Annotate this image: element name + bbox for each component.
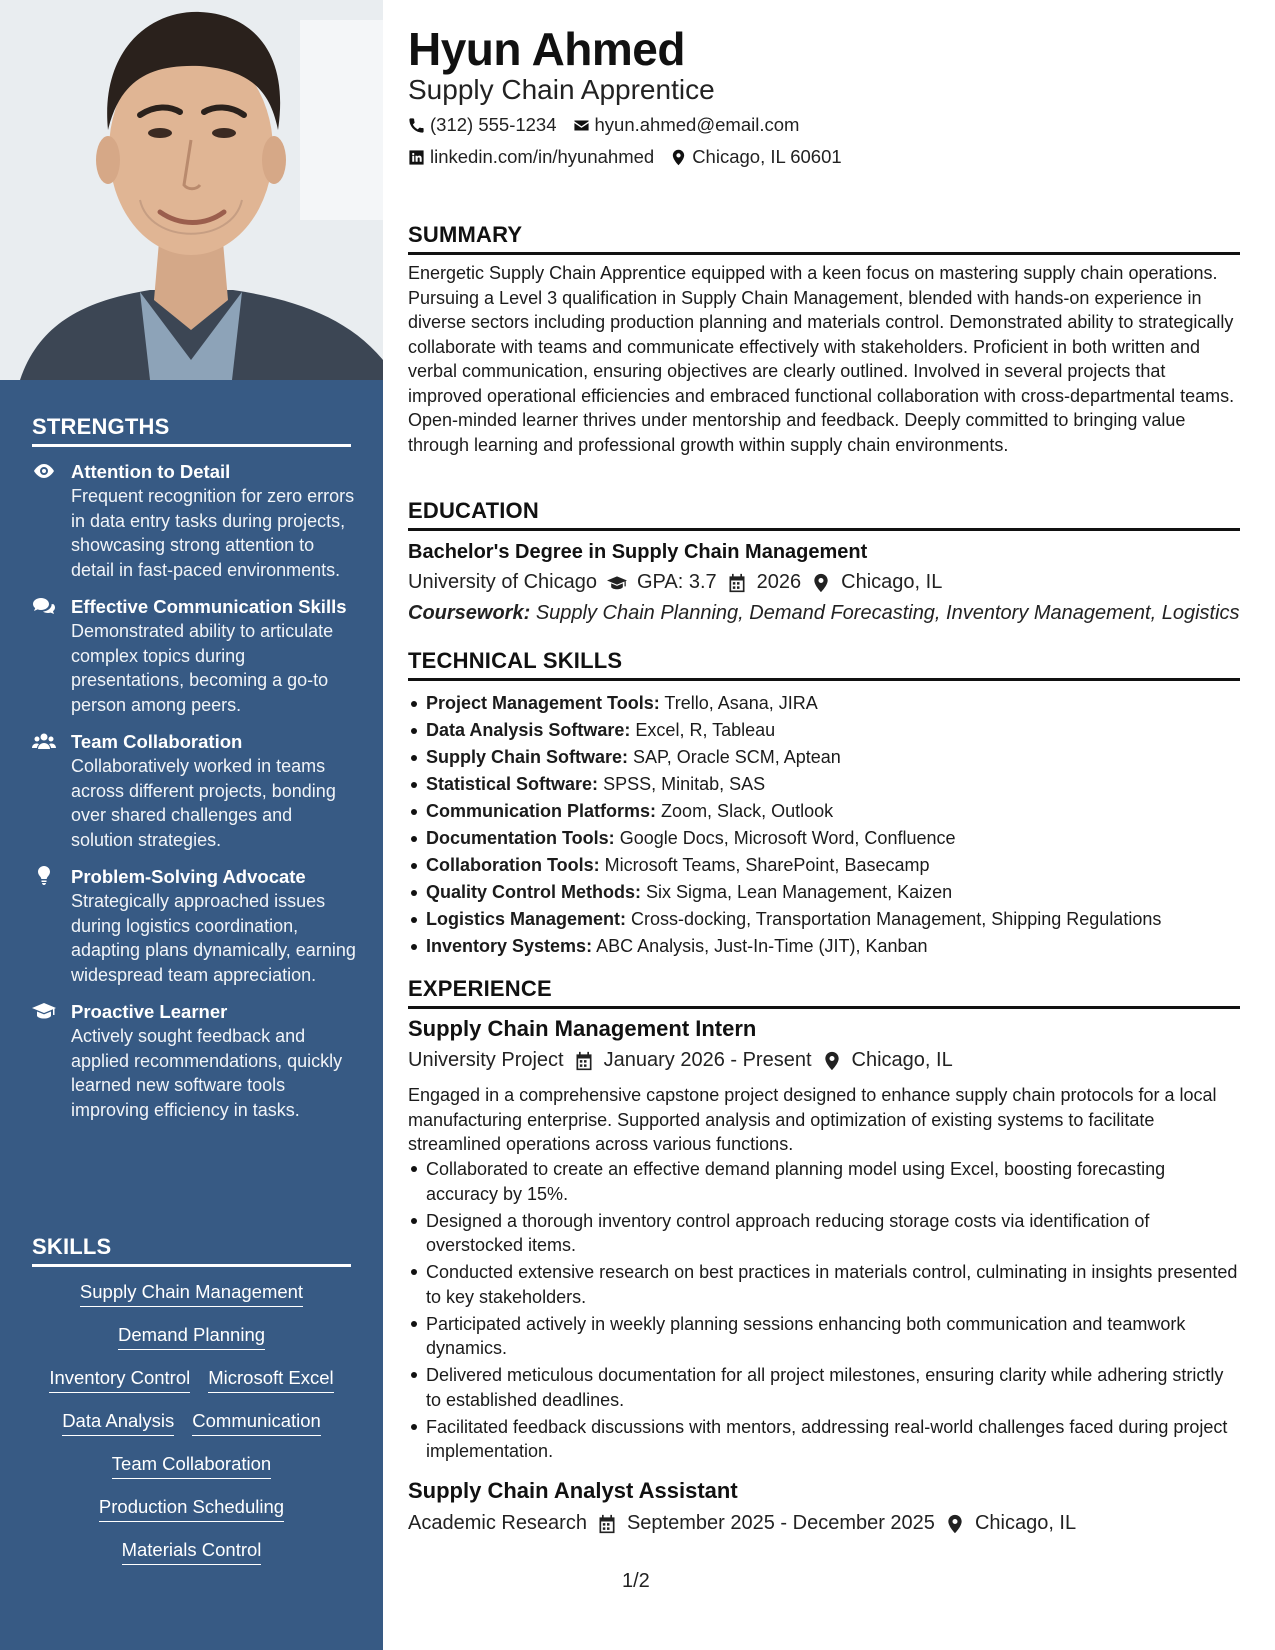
- skills-tag-list: [32, 1280, 351, 1565]
- strength-title: Attention to Detail: [71, 461, 231, 482]
- job-location: Chicago, IL: [851, 1049, 953, 1071]
- list-item: Collaborated to create an effective demand planning model using Excel, boosting forecasting accuracy by 15%.: [426, 1157, 1240, 1206]
- list-item: [426, 690, 1240, 717]
- skill-value: SPSS, Minitab, SAS: [603, 774, 766, 794]
- strength-desc: Actively sought feedback and applied recommendations, quickly learned new software tools improving efficiency in tasks.: [71, 1026, 343, 1120]
- graduation-cap-icon: [607, 573, 627, 593]
- sidebar: [0, 0, 383, 1650]
- strengths-heading: STRENGTHS: [32, 414, 351, 447]
- job-dates: September 2025 - December 2025: [626, 1512, 935, 1534]
- skill-label: Documentation Tools:: [426, 828, 615, 848]
- location-text: Chicago, IL 60601: [692, 146, 842, 167]
- list-item: Facilitated feedback discussions with mentors, addressing real-world challenges faced during project implementation.: [426, 1415, 1240, 1464]
- skill-label: Collaboration Tools:: [426, 855, 600, 875]
- skill-value: Trello, Asana, JIRA: [664, 693, 818, 713]
- education-heading: EDUCATION: [408, 498, 1240, 531]
- phone-icon: [408, 117, 425, 134]
- list-item: Conducted extensive research on best practices in materials control, culminating in insights presented to key stakeholders.: [426, 1260, 1240, 1309]
- skill-label: Supply Chain Software:: [426, 747, 629, 767]
- list-item: Participated actively in weekly planning sessions enhancing both communication and teamwork dynamics.: [426, 1312, 1240, 1361]
- skill-value: Cross-docking, Transportation Management, Shipping Regulations: [631, 909, 1162, 929]
- strength-item: [32, 730, 357, 852]
- skill-value: ABC Analysis, Just-In-Time (JIT), Kanban: [596, 936, 928, 956]
- job-org: Academic Research: [408, 1512, 587, 1534]
- strength-title: Team Collaboration: [71, 731, 243, 752]
- calendar-icon: [574, 1051, 594, 1071]
- skill-tag: Production Scheduling: [99, 1495, 284, 1522]
- phone-text: (312) 555-1234: [430, 114, 557, 135]
- linkedin-icon: [408, 149, 425, 166]
- skill-value: Microsoft Teams, SharePoint, Basecamp: [604, 855, 930, 875]
- calendar-icon: [597, 1514, 617, 1534]
- list-item: [426, 771, 1240, 798]
- list-item: [426, 744, 1240, 771]
- strength-title: Problem-Solving Advocate: [71, 866, 306, 887]
- strength-desc: Strategically approached issues during logistics coordination, adapting plans dynamically, earning widespread team appreciation.: [71, 891, 356, 985]
- list-item: [426, 933, 1240, 960]
- email-link[interactable]: hyun.ahmed@email.com: [594, 114, 800, 135]
- gpa-text: GPA: 3.7: [636, 571, 717, 593]
- contact-row: [408, 146, 842, 168]
- linkedin-link[interactable]: linkedin.com/in/hyunahmed: [430, 146, 655, 167]
- job-title: Supply Chain Analyst Assistant: [408, 1478, 738, 1503]
- school-name: University of Chicago: [408, 571, 597, 593]
- skill-label: Statistical Software:: [426, 774, 599, 794]
- degree-title: Bachelor's Degree in Supply Chain Management: [408, 541, 868, 563]
- skill-tag: Team Collaboration: [112, 1452, 271, 1479]
- skill-tag: Microsoft Excel: [208, 1366, 333, 1393]
- email-item[interactable]: [573, 114, 800, 136]
- list-item: [426, 906, 1240, 933]
- coursework-label: Coursework:: [408, 602, 531, 624]
- skill-label: Data Analysis Software:: [426, 720, 631, 740]
- location-item: [670, 146, 841, 168]
- technical-skills-heading: TECHNICAL SKILLS: [408, 648, 1240, 681]
- strengths-list: [32, 460, 357, 1135]
- job-location: Chicago, IL: [974, 1512, 1077, 1534]
- list-item: [426, 852, 1240, 879]
- skill-tag: Demand Planning: [118, 1323, 265, 1350]
- skill-label: Quality Control Methods:: [426, 882, 641, 902]
- strength-item: [32, 1000, 357, 1122]
- list-item: [426, 879, 1240, 906]
- list-item: [426, 717, 1240, 744]
- skill-value: Excel, R, Tableau: [635, 720, 776, 740]
- skill-tag: Data Analysis: [62, 1409, 174, 1436]
- strength-item: [32, 865, 357, 987]
- eye-icon: [32, 461, 56, 481]
- skill-tag: Supply Chain Management: [80, 1280, 303, 1307]
- job-org: University Project: [408, 1049, 564, 1071]
- strength-desc: Frequent recognition for zero errors in data entry tasks during projects, showcasing strong attention to detail in fast-paced environments.: [71, 486, 355, 580]
- list-item: Delivered meticulous documentation for all project milestones, ensuring clarity while adhering strictly to established deadlines.: [426, 1363, 1240, 1412]
- map-marker-icon: [822, 1051, 842, 1071]
- person-title: Supply Chain Apprentice: [408, 74, 715, 105]
- strength-item: [32, 460, 357, 582]
- users-icon: [32, 731, 56, 751]
- graduation-cap-icon: [32, 1001, 56, 1021]
- coursework-text: Supply Chain Planning, Demand Forecasting, Inventory Management, Logistics: [535, 602, 1240, 624]
- person-name: Hyun Ahmed: [408, 23, 685, 75]
- skill-tag: Communication: [192, 1409, 321, 1436]
- strength-desc: Collaboratively worked in teams across different projects, bonding over shared challenges and solution strategies.: [71, 756, 336, 850]
- envelope-icon: [573, 117, 590, 134]
- skill-label: Project Management Tools:: [426, 693, 660, 713]
- job-title: Supply Chain Management Intern: [408, 1016, 757, 1041]
- strength-desc: Demonstrated ability to articulate complex topics during presentations, becoming a go-to person among peers.: [71, 621, 334, 715]
- map-marker-icon: [811, 573, 831, 593]
- contact-row: [408, 114, 799, 136]
- skill-value: Six Sigma, Lean Management, Kaizen: [646, 882, 953, 902]
- map-marker-icon: [945, 1514, 965, 1534]
- list-item: Designed a thorough inventory control approach reducing storage costs via identification of overstocked items.: [426, 1209, 1240, 1258]
- education-meta: [408, 571, 942, 594]
- linkedin-item[interactable]: [408, 146, 654, 168]
- skill-tag: Inventory Control: [49, 1366, 190, 1393]
- list-item: [426, 798, 1240, 825]
- skill-label: Inventory Systems:: [426, 936, 593, 956]
- skill-tag: Materials Control: [122, 1538, 262, 1565]
- skill-label: Logistics Management:: [426, 909, 627, 929]
- comments-icon: [32, 596, 56, 616]
- technical-skills-list: [426, 690, 1240, 960]
- strength-title: Proactive Learner: [71, 1001, 228, 1022]
- list-item: [426, 825, 1240, 852]
- skill-label: Communication Platforms:: [426, 801, 657, 821]
- strength-title: Effective Communication Skills: [71, 596, 347, 617]
- summary-heading: SUMMARY: [408, 222, 1240, 255]
- page-number: 1/2: [622, 1570, 650, 1592]
- strength-item: [32, 595, 357, 717]
- profile-photo: [0, 0, 383, 380]
- map-marker-icon: [670, 149, 687, 166]
- job-bullets: [426, 1157, 1240, 1466]
- job-meta: [408, 1049, 953, 1072]
- skill-value: Zoom, Slack, Outlook: [661, 801, 834, 821]
- skill-value: Google Docs, Microsoft Word, Confluence: [619, 828, 956, 848]
- skill-value: SAP, Oracle SCM, Aptean: [633, 747, 841, 767]
- education-location: Chicago, IL: [841, 571, 943, 593]
- job-description: Engaged in a comprehensive capstone project designed to enhance supply chain protocols for a local manufacturing enterprise. Supported analysis and optimization of existing systems to facilitate streamlined operations across various functions.: [408, 1085, 1217, 1154]
- skills-heading: SKILLS: [32, 1234, 351, 1267]
- summary-text: Energetic Supply Chain Apprentice equipped with a keen focus on mastering supply chain operations. Pursuing a Level 3 qualification in Supply Chain Management, blended with hands-on experience in diverse sectors including production planning and materials control. Demonstrated ability to strategically collaborate with teams and communicate effectively with stakeholders. Proficient in both written and verbal communication, ensuring objectives are clearly outlined. Involved in several projects that improved operational efficiencies and embraced functional collaboration with cross-departmental teams. Open-minded learner thrives under mentorship and feedback. Deeply committed to bringing value through learning and professional growth within supply chain environments.: [408, 263, 1235, 455]
- job-meta: [408, 1512, 1076, 1535]
- coursework-line: [408, 602, 1240, 625]
- job-dates: January 2026 - Present: [603, 1049, 812, 1071]
- graduation-year: 2026: [756, 571, 802, 593]
- calendar-icon: [727, 573, 747, 593]
- phone-item: [408, 114, 557, 136]
- experience-heading: EXPERIENCE: [408, 976, 1240, 1009]
- lightbulb-icon: [32, 866, 56, 886]
